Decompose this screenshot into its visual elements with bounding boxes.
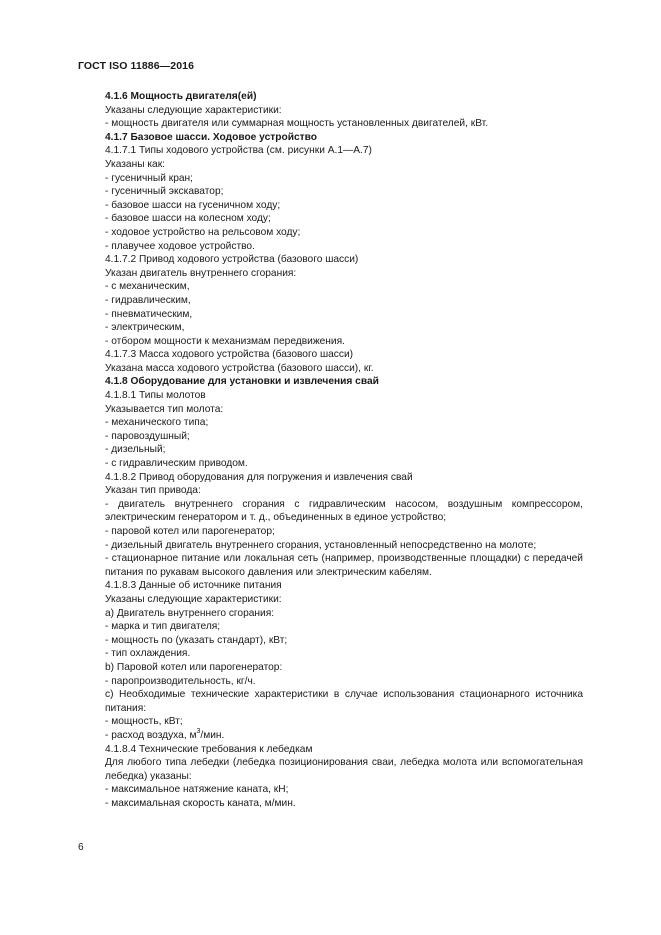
- section-heading: 4.1.7 Базовое шасси. Ходовое устройство: [105, 131, 317, 143]
- list-item-text: /мин.: [200, 729, 225, 741]
- paragraph: Указан двигатель внутреннего сгорания:: [105, 267, 297, 279]
- paragraph: Указаны следующие характеристики:: [105, 104, 282, 116]
- subsection-heading: 4.1.7.3 Масса ходового устройства (базового шасси): [105, 349, 354, 361]
- document-body: [78, 90, 583, 810]
- section-heading: 4.1.8 Оборудование для установки и извлечения свай: [105, 376, 379, 388]
- list-label: а) Двигатель внутреннего сгорания:: [105, 607, 275, 619]
- list-item: - пневматическим,: [105, 308, 193, 320]
- list-item: - паровоздушный;: [105, 430, 190, 442]
- list-item: - с гидравлическим приводом.: [105, 458, 248, 470]
- list-item: - максимальное натяжение каната, кН;: [105, 784, 289, 796]
- paragraph: Указаны следующие характеристики:: [105, 593, 282, 605]
- list-item: - отбором мощности к механизмам передвижения.: [105, 335, 345, 347]
- paragraph: Указана масса ходового устройства (базового шасси), кг.: [105, 362, 374, 374]
- list-item: - марка и тип двигателя;: [105, 621, 221, 633]
- page-number: 6: [78, 842, 84, 853]
- list-item: - максимальная скорость каната, м/мин.: [105, 797, 296, 809]
- list-item: - мощность по (указать стандарт), кВт;: [105, 634, 288, 646]
- section-heading: 4.1.6 Мощность двигателя(ей): [105, 91, 257, 102]
- list-item: - ходовое устройство на рельсовом ходу;: [105, 226, 301, 238]
- subsection-heading: 4.1.8.2 Привод оборудования для погружения и извлечения свай: [105, 471, 413, 483]
- list-item: - гидравлическим,: [105, 294, 191, 306]
- list-item: - с механическим,: [105, 281, 190, 293]
- document-header: ГОСТ ISO 11886—2016: [78, 60, 195, 72]
- subsection-heading: 4.1.8.1 Типы молотов: [105, 390, 206, 402]
- list-item: - мощность двигателя или суммарная мощность установленных двигателей, кВт.: [105, 118, 489, 130]
- list-item: - базовое шасси на колесном ходу;: [105, 213, 271, 225]
- paragraph: Указаны как:: [105, 158, 165, 170]
- list-item: - гусеничный экскаватор;: [105, 186, 224, 198]
- superscript: 3: [196, 728, 201, 736]
- list-item: [78, 729, 583, 743]
- list-item: - тип охлаждения.: [105, 648, 191, 660]
- list-item: - паропроизводительность, кг/ч.: [105, 675, 256, 687]
- list-item: - стационарное питание или локальная сеть (например, производственные площадки) с передачей питания по рукавам высокого давления или электрическим кабелям.: [105, 553, 583, 578]
- list-item: - мощность, кВт;: [105, 716, 183, 728]
- paragraph: Для любого типа лебедки (лебедка позиционирования сваи, лебедка молота или вспомогательная лебедка) указаны:: [105, 757, 583, 782]
- subsection-heading: 4.1.7.1 Типы ходового устройства (см. рисунки А.1—А.7): [105, 145, 372, 157]
- subsection-heading: 4.1.8.3 Данные об источнике питания: [105, 580, 282, 592]
- list-item: - дизельный двигатель внутреннего сгорания, установленный непосредственно на молоте;: [105, 539, 537, 551]
- list-item: - плавучее ходовое устройство.: [105, 240, 255, 252]
- list-item: - механического типа;: [105, 417, 209, 429]
- list-item: - базовое шасси на гусеничном ходу;: [105, 199, 281, 211]
- paragraph: Указан тип привода:: [105, 485, 201, 497]
- paragraph: Указывается тип молота:: [105, 403, 224, 415]
- list-item: - двигатель внутреннего сгорания с гидравлическим насосом, воздушным компрессором, электрическим генератором и т. д., объединенных в единое устройство;: [105, 498, 583, 524]
- list-item: - паровой котел или парогенератор;: [105, 526, 275, 537]
- list-label: с) Необходимые технические характеристики в случае использования стационарного источника питания:: [105, 689, 583, 714]
- list-item: - электрическим,: [105, 322, 185, 334]
- list-label: b) Паровой котел или парогенератор:: [105, 661, 283, 673]
- list-item-text: - расход воздуха, м: [105, 729, 197, 741]
- subsection-heading: 4.1.8.4 Технические требования к лебедкам: [105, 743, 313, 755]
- subsection-heading: 4.1.7.2 Привод ходового устройства (базового шасси): [105, 254, 359, 266]
- list-item: - гусеничный кран;: [105, 172, 194, 184]
- list-item: - дизельный;: [105, 444, 166, 456]
